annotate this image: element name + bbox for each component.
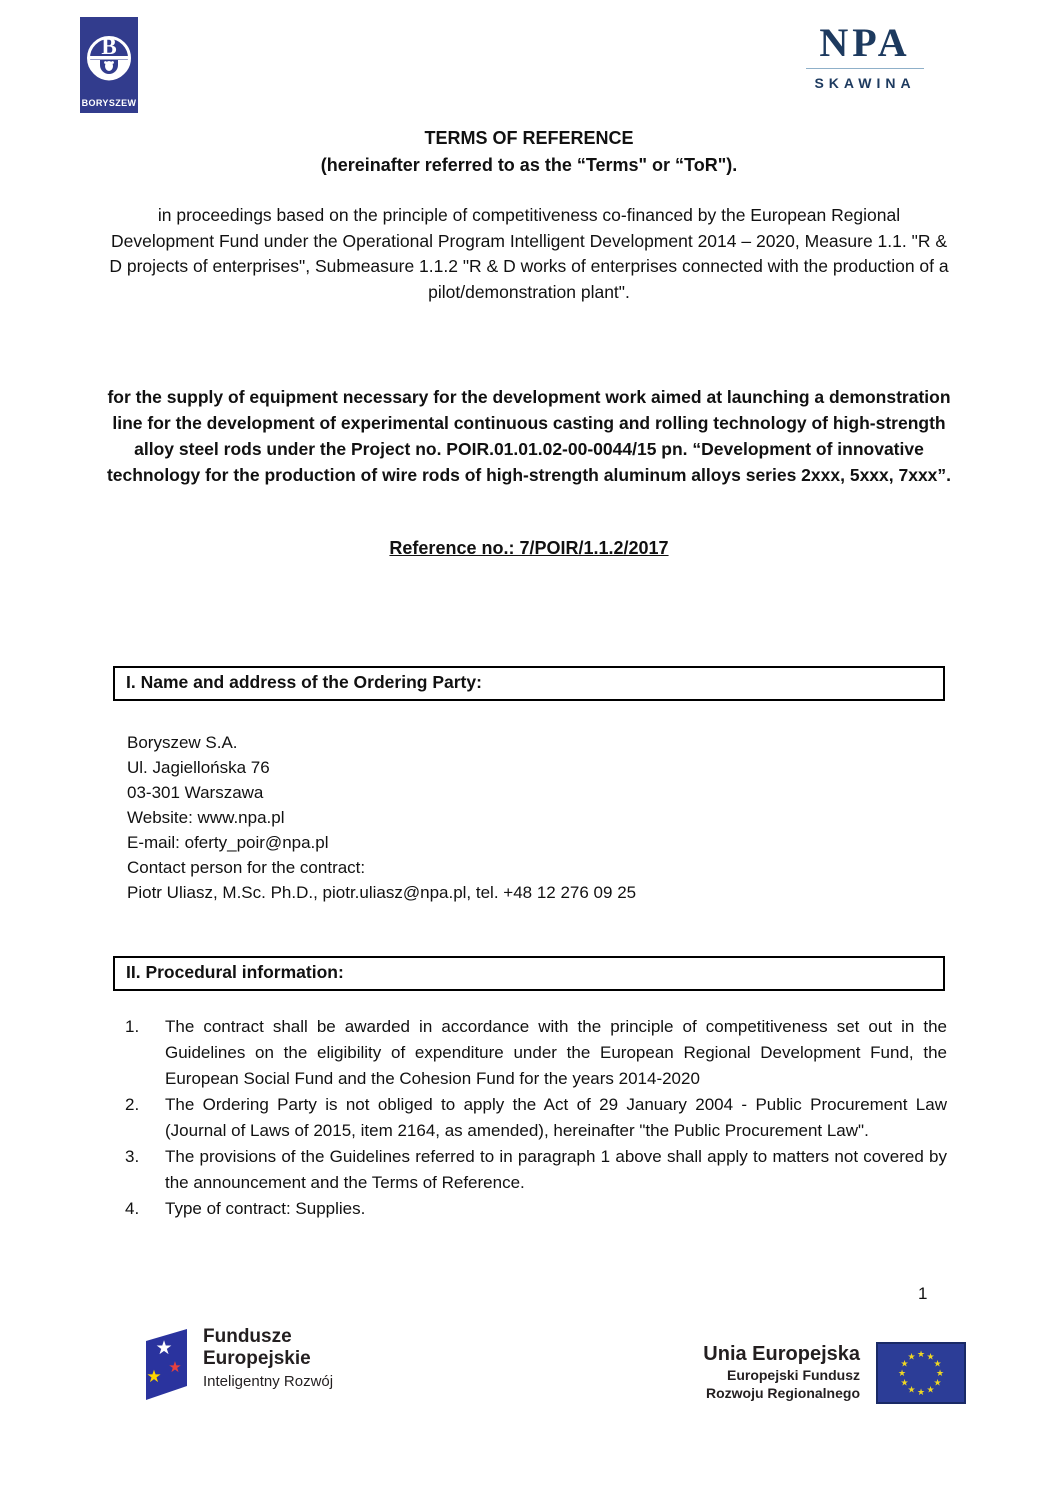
procedural-list	[125, 1014, 947, 1222]
title-line-2: (hereinafter referred to as the “Terms" or “ToR").	[320, 155, 738, 175]
unia-europejska-logo	[700, 1342, 966, 1404]
list-item-text: The contract shall be awarded in accordance with the principle of competitiveness set out in the Guidelines on the eligibility of expenditure under the European Regional Development Fund, the European Social Fund and the Cohesion Fund for the years 2014-2020	[165, 1017, 947, 1088]
page-number: 1	[918, 1284, 928, 1303]
svg-text:★: ★	[146, 1367, 162, 1386]
list-item-number: 1.	[125, 1017, 140, 1036]
list-item-text: The provisions of the Guidelines referred to in paragraph 1 above shall apply to matters not covered by the announcement and the Terms of Reference.	[165, 1147, 947, 1192]
intro-paragraph: in proceedings based on the principle of competitiveness co-financed by the European Regional Development Fund under the Operational Program Intelligent Development 2014 – 2020, Measure 1.1. "R & D projects of enterprises", Submeasure 1.1.2 "R & D works of enterprises connected with the production of a pilot/demonstration plant".	[109, 205, 949, 302]
svg-text:★: ★	[907, 1351, 916, 1362]
list-item-number: 2.	[125, 1095, 140, 1114]
list-item-text: Type of contract: Supplies.	[165, 1199, 366, 1218]
section-1-heading: I. Name and address of the Ordering Party:	[113, 666, 945, 701]
subject-paragraph: for the supply of equipment necessary for the development work aimed at launching a demonstration line for the development of experimental continuous casting and rolling technology of high-strength alloy steel rods under the Project no. POIR.01.01.02-00-0044/15 pn. “Development of innovative technology for the production of wire rods of high-strength aluminum alloys series 2xxx, 5xxx, 7xxx”.	[106, 387, 952, 485]
ue-line-1: Unia Europejska	[703, 1343, 860, 1365]
address-line: Website: www.npa.pl	[127, 808, 285, 827]
list-item	[125, 1092, 947, 1144]
boryszew-letter: B	[101, 34, 117, 59]
svg-text:★: ★	[933, 1377, 942, 1388]
fundusze-europejskie-logo	[140, 1326, 333, 1404]
ue-line-2: Europejski Fundusz	[726, 1367, 860, 1383]
ordering-party-address	[127, 730, 947, 905]
boryszew-wordmark: BORYSZEW	[81, 98, 137, 108]
address-line: E-mail: oferty_poir@npa.pl	[127, 833, 329, 852]
ue-logo-text	[700, 1342, 860, 1402]
npa-subtitle: SKAWINA	[814, 75, 916, 91]
eu-flag-icon	[876, 1342, 966, 1404]
address-line: Piotr Uliasz, M.Sc. Ph.D., piotr.uliasz@npa.pl, tel. +48 12 276 09 25	[127, 883, 637, 902]
address-line: Boryszew S.A.	[127, 733, 238, 752]
list-item-number: 3.	[125, 1147, 140, 1166]
svg-text:★: ★	[168, 1359, 182, 1376]
document-title	[113, 125, 945, 179]
address-line: Ul. Jagiellońska 76	[127, 758, 270, 777]
svg-text:★: ★	[935, 1368, 945, 1378]
reference-number: Reference no.: 7/POIR/1.1.2/2017	[389, 538, 669, 558]
ue-line-3: Rozwoju Regionalnego	[706, 1385, 860, 1401]
svg-text:★: ★	[907, 1384, 916, 1395]
svg-text:★: ★	[926, 1384, 935, 1395]
list-item-text: The Ordering Party is not obliged to apply the Act of 29 January 2004 - Public Procurement Law (Journal of Laws of 2015, item 2164, as amended), hereinafter "the Public Procurement Law".	[165, 1095, 947, 1140]
svg-text:★: ★	[900, 1358, 909, 1369]
fe-logo-text	[203, 1326, 333, 1391]
fe-line-1: Fundusze	[203, 1326, 292, 1347]
fe-flag-icon	[140, 1326, 190, 1404]
svg-text:★: ★	[916, 1349, 926, 1359]
address-line: Contact person for the contract:	[127, 858, 366, 877]
npa-logo	[806, 22, 924, 91]
svg-text:★: ★	[933, 1358, 942, 1369]
list-item	[125, 1014, 947, 1092]
svg-text:★: ★	[916, 1387, 926, 1397]
npa-divider	[806, 68, 924, 69]
fe-line-2: Europejskie	[203, 1348, 311, 1369]
boryszew-logo-icon	[80, 17, 138, 113]
svg-text:★: ★	[926, 1351, 935, 1362]
fe-line-3: Inteligentny Rozwój	[203, 1373, 334, 1390]
list-item-number: 4.	[125, 1199, 140, 1218]
svg-text:★: ★	[155, 1338, 173, 1359]
list-item	[125, 1196, 947, 1222]
title-line-1: TERMS OF REFERENCE	[424, 128, 634, 148]
list-item	[125, 1144, 947, 1196]
address-line: 03-301 Warszawa	[127, 783, 264, 802]
section-2-heading: II. Procedural information:	[113, 956, 945, 991]
boryszew-logo	[80, 17, 138, 118]
svg-text:★: ★	[897, 1368, 907, 1378]
npa-wordmark: NPA	[819, 20, 911, 65]
svg-text:★: ★	[900, 1377, 909, 1388]
